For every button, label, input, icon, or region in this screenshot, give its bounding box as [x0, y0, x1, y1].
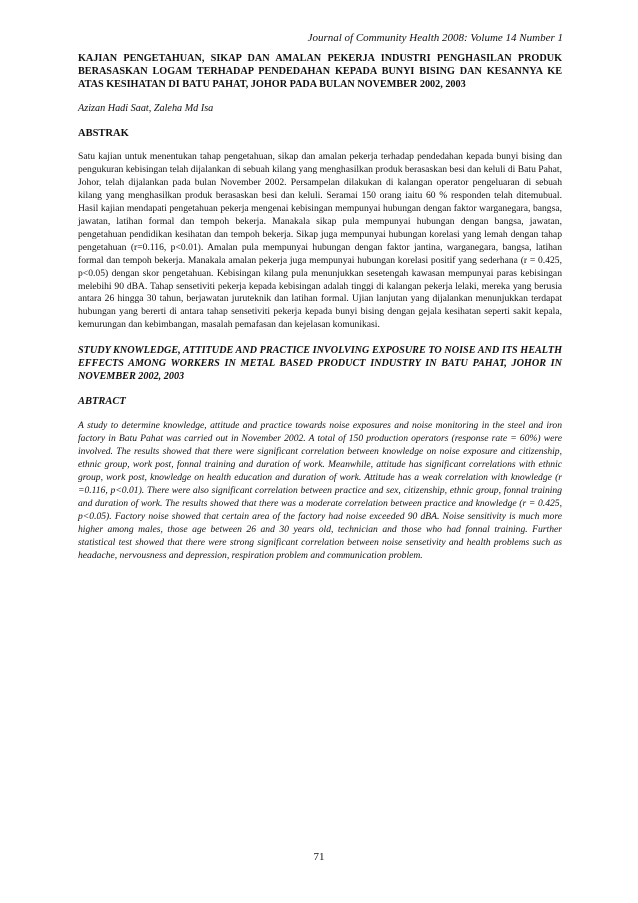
article-authors: Azizan Hadi Saat, Zaleha Md Isa — [78, 103, 214, 114]
abstrak-text: Satu kajian untuk menentukan tahap pengetahuan, sikap dan amalan pekerja terhadap pendedahan kepada bunyi bising dan pengukuran kebisingan telah dijalankan di sebuah kilang yang menghasilkan produk berasaskan besi dan keluli di Batu Pahat, Johor, telah dijalankan pada bulan November 2002. Persampelan dilakukan di kalangan operator pengeluaran di sebuah kilang yang menghasilkan produk berasaskan besi dan keluli. Seramai 150 orang iaitu 60 % responden telah ditemubual. Hasil kajian mendapati pengetahuan pekerja mengenai kebisingan mempunyai hubungan dengan faktor warganegara, bangsa, jawatan, latihan formal dan tempoh bekerja. Manakala sikap pula mempunyai hubungan dengan bangsa, jawatan, pengetahuan pendidikan kesihatan dan tempoh bekerja. Sikap juga mempunyai hubungan korelasi yang lemah dengan tahap pengetahuan (r=0.116, p<0.01). Amalan pula mempunyai hubungan dengan faktor jantina, warganegara, bangsa, latihan formal dan tempoh bekerja. Manakala amalan pekerja juga mempunyai hubungan korelasi positif yang sederhana (r = 0.425, p<0.05) dengan skor pengetahuan. Kebisingan kilang pula menunjukkan sesetengah kawasan mempunyai paras kebisingan melebihi 90 dBA. Tahap sensetiviti pekerja kepada kebisingan adalah tinggi di kalangan pekerja lelaki, mereka yang berusia antara 26 hingga 30 tahun, berjawatan juruteknik dan latihan formal. Ujian lanjutan yang dijalankan menunjukkan terdapat hubungan yang bererti di antara tahap sensetiviti pekerja kepada bunyi bising dengan gejala kesihatan seperti sakit kepala, kemurungan dan kebimbangan, masalah pemafasan dan kejelasan komunikasi. — [78, 151, 562, 331]
article-content — [78, 52, 562, 562]
abstract-text: A study to determine knowledge, attitude and practice towards noise exposures and noise monitoring in the steel and iron factory in Batu Pahat was carried out in November 2002. A total of 150 production operators (response rate = 60%) were involved. The results showed that there were significant correlation between knowledge on noise exposure and citizenship, ethnic group, work post, fonnal training and duration of work. Meanwhile, attitude has significant correlations with ethnic group, work post, knowledge on health education and duration of work. Attitude has a weak correlation with knowledge (r =0.116, p<0.01). There were also significant correlation between practice and sex, citizenship, ethnic group, fonnal training and duration of work. The results showed that there was a moderate correlation between practice and knowledge (r = 0.425, p<0.05). Factory noise showed that certain area of the factory had noise exceeded 90 dBA. Noise sensitivity is much more higher among males, those age between 26 and 30 years old, technician and those who had fonnal training. Further statistical test showed that there were strong significant correlation between noise sensetivity and health problems such as headache, nervousness and depression, respiration problem and communication problem. — [78, 420, 562, 562]
abstrak-heading: ABSTRAK — [78, 128, 129, 139]
abstract-heading: ABTRACT — [78, 396, 126, 408]
page-number: 71 — [313, 851, 325, 863]
running-header: Journal of Community Health 2008: Volume 14 Number 1 — [307, 32, 563, 44]
article-title-malay: KAJIAN PENGETAHUAN, SIKAP DAN AMALAN PEKERJA INDUSTRI PENGHASILAN PRODUK BERASASKAN LOGAM TERHADAP PENDEDAHAN KEPADA BUNYI BISING DAN KESANNYA KE ATAS KESIHATAN DI BATU PAHAT, JOHOR PADA BULAN NOVEMBER 2002, 2003 — [78, 53, 562, 90]
article-title-english: STUDY KNOWLEDGE, ATTITUDE AND PRACTICE INVOLVING EXPOSURE TO NOISE AND ITS HEALTH EFFECTS AMONG WORKERS IN METAL BASED PRODUCT INDUSTRY IN BATU PAHAT, JOHOR IN NOVEMBER 2002, 2003 — [78, 345, 562, 383]
